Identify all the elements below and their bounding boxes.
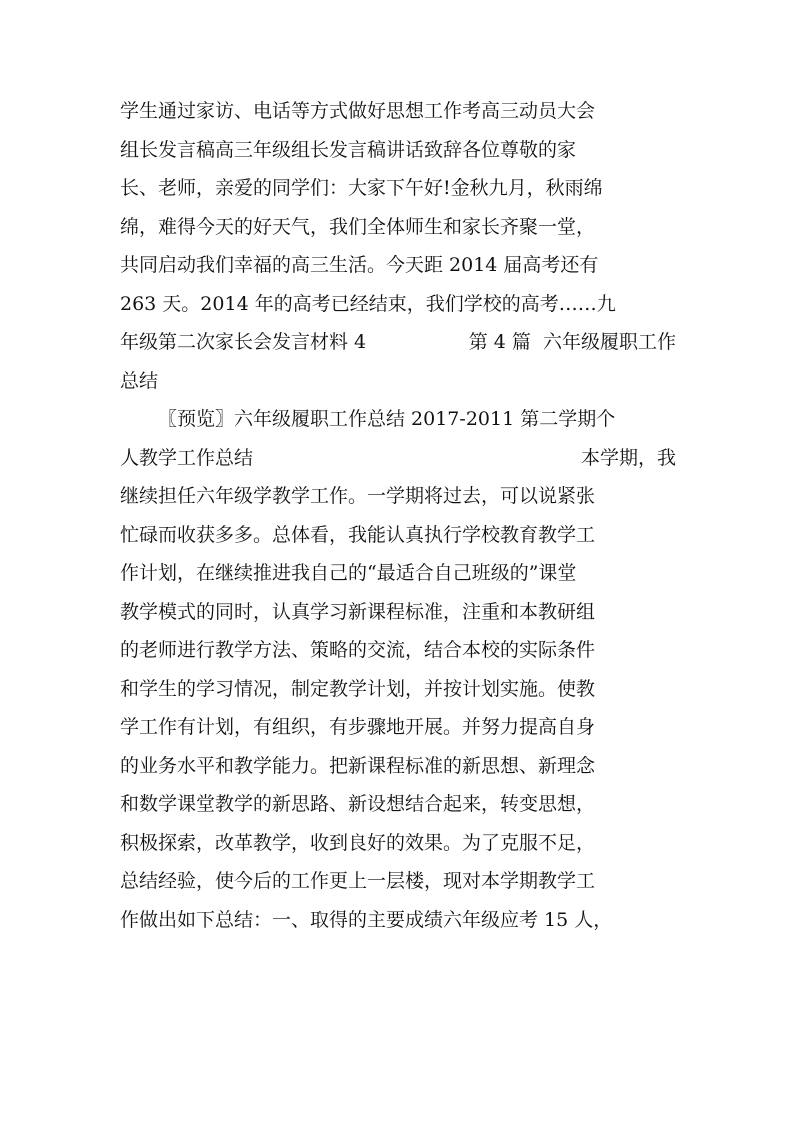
text-line: [120, 285, 676, 324]
text-line: [120, 400, 676, 439]
text-line-content: 组长发言稿高三年级组长发言稿讲话致辞各位尊敬的家: [120, 138, 577, 161]
text-line: [120, 554, 676, 593]
text-line-content: 作计划，在继续推进我自己的“最适合自己班级的”课堂: [120, 562, 577, 584]
text-line: [120, 708, 676, 747]
paragraph-2: [120, 400, 676, 939]
text-line: [120, 131, 676, 170]
text-line-content: 忙碌而收获多多。总体看，我能认真执行学校教育教学工: [120, 523, 596, 546]
text-line: [120, 246, 676, 285]
text-line: [120, 824, 676, 863]
document-body: [120, 92, 676, 939]
text-line-content: 积极探索，改革教学，收到良好的效果。为了克服不足，: [120, 831, 596, 854]
text-line-content: 继续担任六年级学教学工作。一学期将过去，可以说紧张: [120, 485, 596, 507]
text-line-content: 和学生的学习情况，制定教学计划，并按计划实施。使教: [120, 677, 596, 700]
text-line: [120, 593, 676, 632]
text-line: [120, 670, 676, 709]
text-line-content: 作做出如下总结：一、取得的主要成绩六年级应考 15 人，: [120, 908, 613, 931]
text-line: [120, 439, 676, 478]
text-line: [120, 785, 676, 824]
text-line-content: 263 天。2014 年的高考已经结束，我们学校的高考……九: [120, 292, 616, 315]
text-line: [120, 362, 676, 401]
paragraph-1: [120, 92, 676, 400]
text-line: [120, 208, 676, 247]
text-line: [120, 169, 676, 208]
text-line: [120, 901, 676, 940]
text-line-content: 学工作有计划，有组织，有步骤地开展。并努力提高自身: [120, 716, 596, 738]
text-line: [120, 516, 676, 555]
text-line: [120, 862, 676, 901]
text-line: [120, 631, 676, 670]
text-line: [120, 323, 676, 362]
text-line: [120, 477, 676, 516]
text-line-content: 人教学工作总结: [120, 446, 254, 469]
text-line-content: 长、老师，亲爱的同学们：大家下午好!金秋九月，秋雨绵: [120, 177, 603, 199]
text-line-content: 本学期，我: [580, 446, 676, 469]
text-line-content: 和数学课堂教学的新思路、新设想结合起来，转变思想，: [120, 793, 596, 815]
text-line-content: 学生通过家访、电话等方式做好思想工作考高三动员大会: [120, 100, 596, 122]
text-line-content: 的老师进行教学方法、策略的交流，结合本校的实际条件: [120, 639, 596, 661]
text-line: [120, 92, 676, 131]
text-line-content: 年级第二次家长会发言材料 4: [120, 331, 367, 353]
text-line-content: 总结经验，使今后的工作更上一层楼，现对本学期教学工: [120, 870, 596, 892]
text-line-content: 的业务水平和教学能力。把新课程标准的新思想、新理念: [120, 754, 596, 777]
text-line-content: 总结: [120, 369, 159, 392]
section-heading: 第 4 篇 六年级履职工作: [468, 331, 676, 353]
text-line-content: 教学模式的同时，认真学习新课程标准，注重和本教研组: [120, 600, 596, 623]
text-line-content: 共同启动我们幸福的高三生活。今天距 2014 届高考还有: [120, 254, 599, 276]
text-line: [120, 747, 676, 786]
preview-line: 〖预览〗六年级履职工作总结 2017-2011 第二学期个: [158, 408, 616, 430]
text-line-content: 绵，难得今天的好天气，我们全体师生和家长齐聚一堂，: [120, 215, 596, 238]
